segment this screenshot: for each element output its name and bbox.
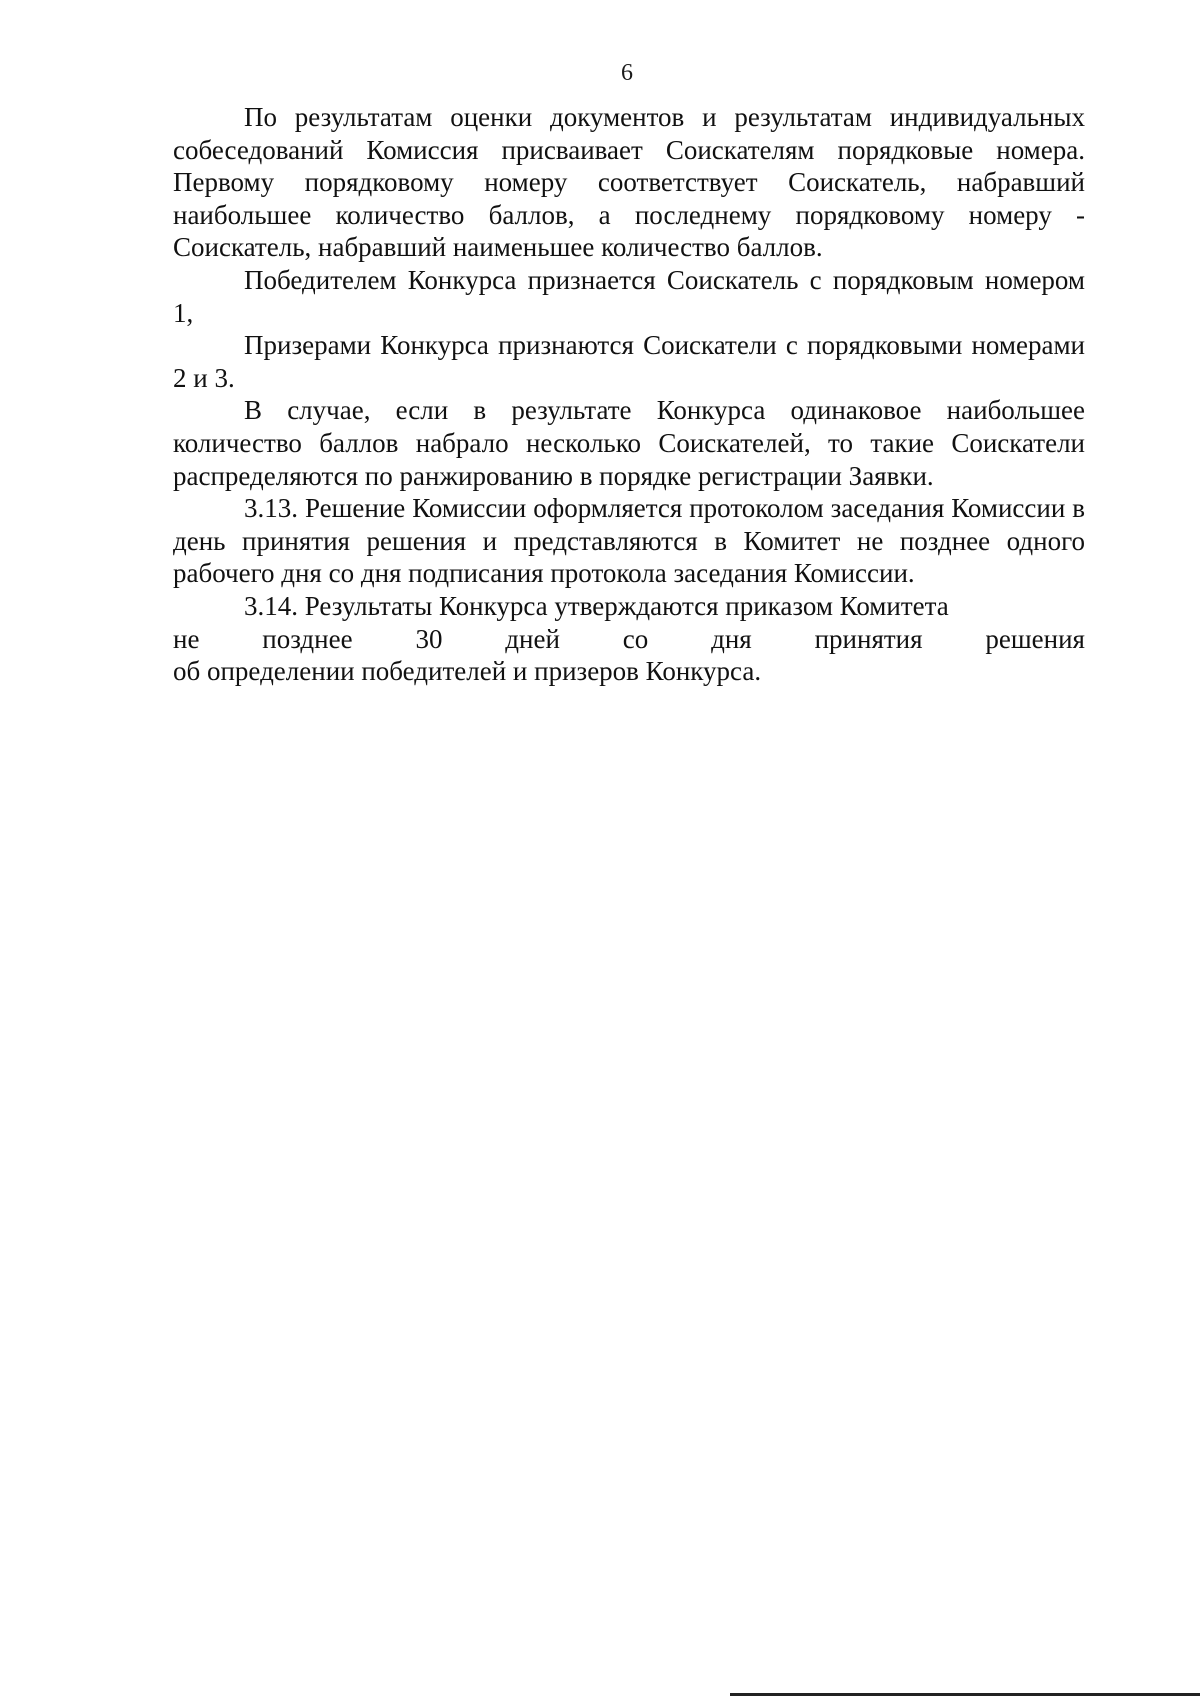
paragraph-3-13: 3.13. Решение Комиссии оформляется протоколом заседания Комиссии в день принятия решения и представляются в Комитет не позднее одного рабочего дня со дня подписания протокола заседания Комиссии. [173,493,1085,589]
word: дней [505,623,560,654]
paragraph-tie-break: В случае, если в результате Конкурса одинаковое наибольшее количество баллов набрало несколько Соискателей, то такие Соискатели распределяются по ранжированию в порядке регистрации Заявки. [173,395,1085,491]
page-number: 6 [621,60,633,86]
word: со [622,623,649,654]
paragraph-3-14: 3.14. Результаты Конкурса утверждаются приказом Комитета [244,590,949,621]
word: принятия [814,623,923,654]
paragraph-ranking: По результатам оценки документов и результатам индивидуальных собеседований Комиссия присваивает Соискателям порядковые номера. Первому порядковому номеру соответствует Соискатель, набравший наибольшее количество баллов, а последнему порядковому номеру - Соискатель, набравший наименьшее количество баллов. [173,102,1085,263]
word: дня [711,623,752,654]
paragraph-3-14-spread-line [173,623,1085,656]
word: 30 [415,623,443,654]
word: позднее [262,623,353,654]
paragraph-prize-winners: Призерами Конкурса признаются Соискатели с порядковыми номерами 2 и 3. [173,330,1085,393]
word: не [173,623,200,654]
paragraph-3-14-final-line: об определении победителей и призеров Конкурса. [173,656,762,687]
paragraph-winner: Победителем Конкурса признается Соискатель с порядковым номером 1, [173,264,1085,328]
scan-edge-line [730,1693,1200,1696]
document-body [173,101,1085,688]
word: решения [985,623,1085,654]
